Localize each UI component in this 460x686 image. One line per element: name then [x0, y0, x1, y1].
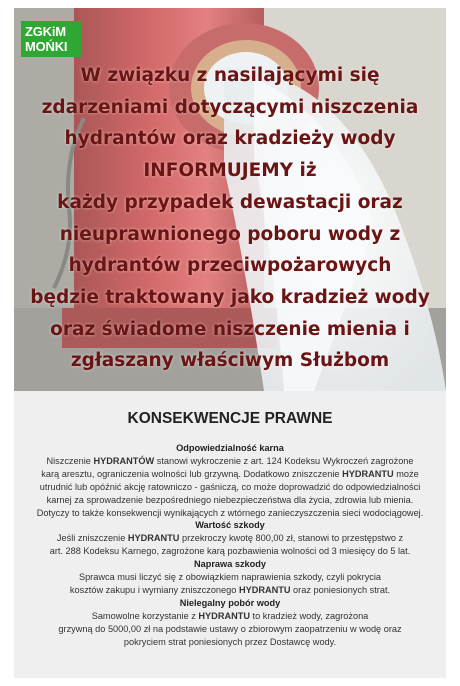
- headline-line: hydrantów oraz kradzieży wody: [64, 128, 396, 150]
- headline-line: INFORMUJEMY iż: [143, 160, 317, 182]
- body-line: Niszczenie HYDRANTÓW stanowi wykroczenie z art. 124 Kodeksu Wykroczeń zagrożone: [46, 455, 414, 466]
- section-heading: Odpowiedzialność karna: [176, 443, 284, 453]
- body-line: art. 288 Kodeksu Karnego, zagrożone karą pozbawienia wolności od 3 miesięcy do 5 lat.: [49, 546, 411, 557]
- body-line: Sprawca musi liczyć się z obowiązkiem naprawienia szkody, czyli pokrycia: [78, 572, 382, 583]
- body-line: utrudnić lub opóźnić akcję ratowniczo - gaśniczą, co może doprowadzić do odpowiedzialności: [39, 481, 421, 492]
- headline-line: hydrantów przeciwpożarowych: [68, 255, 392, 277]
- section-heading: Wartość szkody: [195, 520, 265, 531]
- headline-line: W związku z nasilającymi się: [80, 65, 380, 86]
- announcement-headline: [14, 60, 446, 377]
- body-line: kosztów zakupu i wymiany zniszczonego HYDRANTU oraz poniesionych strat.: [69, 584, 391, 595]
- body-line: Jeśli zniszczenie HYDRANTU przekroczy kwotę 800,00 zł, stanowi to przestępstwo z: [56, 533, 404, 544]
- hydrant-photo-banner: [14, 8, 446, 391]
- legal-consequences-panel: [14, 391, 446, 678]
- body-line: karą aresztu, ograniczenia wolności lub grzywną. Dodatkowo zniszczenie HYDRANTU może: [41, 468, 419, 479]
- body-line: Samowolne korzystanie z HYDRANTU to kradzież wody, zagrożona: [91, 610, 369, 621]
- body-line: grzywną do 5000,00 zł na podstawie ustawy o zbiorowym zaopatrzeniu w wodę oraz: [58, 623, 402, 634]
- body-line: karnej za sprowadzenie bezpośredniego niebezpieczeństwa dla życia, zdrowia lub mienia.: [46, 494, 414, 505]
- headline-line: każdy przypadek dewastacji oraz: [57, 191, 403, 213]
- body-line: Dotyczy to także konsekwencji wynikających z wtórnego zanieczyszczenia sieci wodociągowej.: [36, 507, 424, 518]
- section-heading: Naprawa szkody: [194, 559, 266, 570]
- consequences-body: [14, 442, 446, 649]
- zgkim-logo: [21, 21, 81, 57]
- headline-line: zdarzeniami dotyczącymi niszczenia: [41, 96, 419, 118]
- headline-line: nieuprawnionego poboru wody z: [59, 223, 401, 245]
- section-heading: Nielegalny pobór wody: [179, 597, 281, 608]
- logo-line-2: MOŃKI: [25, 39, 68, 54]
- headline-line: będzie traktowany jako kradzież wody: [30, 286, 430, 308]
- section-title: KONSEKWENCJE PRAWNE: [127, 410, 333, 427]
- headline-line: zgłaszany właściwym Służbom: [70, 350, 390, 372]
- body-line: pokryciem strat poniesionych przez Dostawcę wody.: [123, 636, 337, 647]
- headline-line: oraz świadome niszczenie mienia i: [50, 318, 410, 340]
- logo-line-1: ZGKiM: [25, 24, 66, 39]
